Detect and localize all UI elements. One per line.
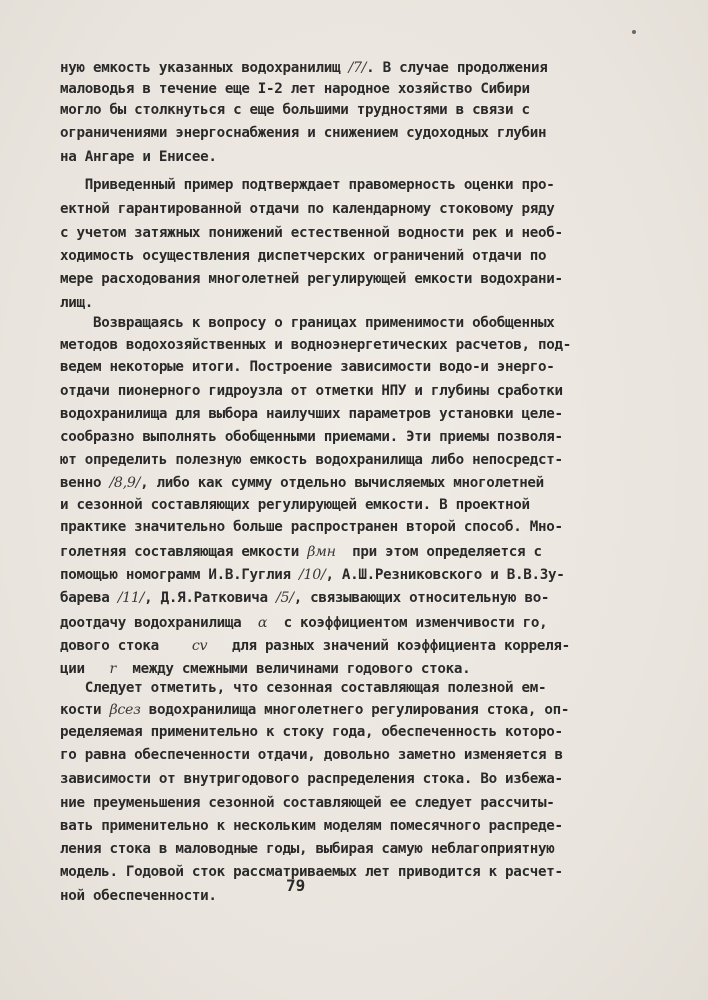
text-line bbox=[60, 270, 563, 288]
text-segment: ние преуменьшения сезонной составляющей ее следует рассчиты- bbox=[60, 795, 555, 811]
text-line bbox=[60, 840, 555, 858]
text-segment: дового стока bbox=[60, 638, 192, 654]
text-line bbox=[60, 660, 470, 678]
text-segment: ектной гарантированной отдачи по календарному стоковому ряду bbox=[60, 201, 555, 217]
handwritten-insert: /5/ bbox=[276, 590, 294, 606]
text-segment: сообразно выполнять обобщенными приемами. Эти приемы позволя- bbox=[60, 429, 563, 445]
text-line bbox=[60, 474, 544, 492]
text-segment: практике значительно больше распространен второй способ. Мно- bbox=[60, 519, 563, 535]
text-line bbox=[60, 247, 546, 265]
text-segment: с коэффициентом изменчивости го, bbox=[267, 615, 548, 631]
text-line bbox=[60, 224, 563, 242]
text-segment: для разных значений коэффициента корреля- bbox=[207, 638, 570, 654]
text-segment: , связывающих относительную во- bbox=[293, 590, 550, 606]
text-line bbox=[60, 124, 546, 142]
text-line bbox=[60, 701, 569, 719]
text-segment: с учетом затяжных понижений естественной водности рек и необ- bbox=[60, 225, 563, 241]
text-segment: Возвращаясь к вопросу о границах применимости обобщенных bbox=[60, 315, 555, 331]
text-line bbox=[60, 863, 563, 881]
text-segment: барева bbox=[60, 590, 118, 606]
text-segment: помощью номограмм И.В.Гуглия bbox=[60, 567, 300, 583]
text-line bbox=[60, 314, 555, 332]
text-line bbox=[60, 614, 547, 632]
text-line bbox=[60, 496, 530, 514]
text-line bbox=[60, 566, 564, 584]
text-segment: ходимость осуществления диспетчерских ограничений отдачи по bbox=[60, 248, 547, 264]
text-segment: ления стока в маловодные годы, выбирая самую неблагоприятную bbox=[60, 841, 555, 857]
text-line bbox=[60, 518, 563, 536]
text-segment: доотдачу водохранилища bbox=[60, 615, 258, 631]
text-segment: ют определить полезную емкость водохранилища либо непосредст- bbox=[60, 452, 563, 468]
text-segment: ределяемая применительно к стоку года, обеспеченность которо- bbox=[60, 724, 563, 740]
text-line bbox=[60, 589, 549, 607]
text-segment: ведем некоторые итоги. Построение зависимости водо-и энерго- bbox=[60, 359, 555, 375]
text-line bbox=[60, 451, 563, 469]
paper-speck bbox=[632, 30, 636, 34]
page-number: 79 bbox=[286, 876, 306, 895]
text-segment: на Ангаре и Енисее. bbox=[60, 149, 217, 165]
text-segment: ную емкость указанных водохранилищ bbox=[60, 60, 349, 76]
text-segment: , А.Ш.Резниковского и В.В.Зу- bbox=[325, 567, 565, 583]
text-line bbox=[60, 637, 570, 655]
handwritten-insert: βмн bbox=[307, 544, 336, 560]
text-segment: маловодья в течение еще I-2 лет народное хозяйство Сибири bbox=[60, 81, 530, 97]
text-segment: модель. Годовой сток рассматриваемых лет приводится к расчет- bbox=[60, 864, 563, 880]
handwritten-insert: /10/ bbox=[299, 567, 326, 583]
text-line bbox=[60, 543, 542, 561]
text-segment: венно bbox=[60, 475, 110, 491]
text-segment: . В случае продолжения bbox=[366, 60, 548, 76]
text-segment: лищ. bbox=[60, 295, 93, 311]
handwritten-insert: cv bbox=[191, 638, 208, 654]
text-segment: Следует отметить, что сезонная составляющая полезной ем- bbox=[60, 680, 547, 696]
text-line bbox=[60, 723, 563, 741]
text-segment: мере расходования многолетней регулирующей емкости водохрани- bbox=[60, 271, 563, 287]
text-segment: между смежными величинами годового стока. bbox=[115, 661, 471, 677]
text-line bbox=[60, 746, 563, 764]
text-line bbox=[60, 80, 530, 98]
handwritten-insert: r bbox=[109, 661, 116, 677]
text-line bbox=[60, 405, 563, 423]
text-segment: ции bbox=[60, 661, 110, 677]
text-line bbox=[60, 176, 555, 194]
text-line bbox=[60, 101, 530, 119]
text-segment: при этом определяется с bbox=[335, 544, 542, 560]
handwritten-insert: /11/ bbox=[117, 590, 145, 606]
text-segment: ограничениями энергоснабжения и снижением судоходных глубин bbox=[60, 125, 547, 141]
text-segment: голетняя составляющая емкости bbox=[60, 544, 308, 560]
text-segment: , Д.Я.Ратковича bbox=[144, 590, 276, 606]
text-line bbox=[60, 794, 555, 812]
text-line bbox=[60, 428, 563, 446]
text-line bbox=[60, 294, 93, 312]
text-segment: отдачи пионерного гидроузла от отметки НПУ и глубины сработки bbox=[60, 383, 563, 399]
text-segment: вать применительно к нескольким моделям помесячного распреде- bbox=[60, 818, 563, 834]
text-segment: кости bbox=[60, 702, 110, 718]
text-line bbox=[60, 200, 555, 218]
text-segment: Приведенный пример подтверждает правомерность оценки про- bbox=[60, 177, 555, 193]
handwritten-insert: /7/ bbox=[348, 60, 367, 76]
text-segment: и сезонной составляющих регулирующей емкости. В проектной bbox=[60, 497, 530, 513]
text-segment: водохранилища многолетнего регулирования стока, оп- bbox=[140, 702, 570, 718]
text-segment: , либо как сумму отдельно вычисляемых многолетней bbox=[140, 475, 544, 491]
text-segment: зависимости от внутригодового распределения стока. Во избежа- bbox=[60, 771, 563, 787]
text-line bbox=[60, 59, 547, 77]
handwritten-insert: α bbox=[257, 615, 268, 631]
handwritten-insert: βсез bbox=[109, 702, 141, 718]
text-segment: методов водохозяйственных и водноэнергетических расчетов, под- bbox=[60, 337, 571, 353]
text-segment: водохранилища для выбора наилучших параметров установки целе- bbox=[60, 406, 563, 422]
handwritten-insert: /8,9/ bbox=[109, 475, 141, 491]
text-segment: го равна обеспеченности отдачи, довольно заметно изменяется в bbox=[60, 747, 563, 763]
text-line bbox=[60, 887, 217, 905]
text-line bbox=[60, 770, 563, 788]
text-segment: ной обеспеченности. bbox=[60, 888, 217, 904]
text-line bbox=[60, 148, 217, 166]
text-segment: могло бы столкнуться с еще большими трудностями в связи с bbox=[60, 102, 530, 118]
text-line bbox=[60, 336, 571, 354]
text-line bbox=[60, 679, 546, 697]
text-line bbox=[60, 817, 563, 835]
text-line bbox=[60, 382, 563, 400]
text-line bbox=[60, 358, 555, 376]
